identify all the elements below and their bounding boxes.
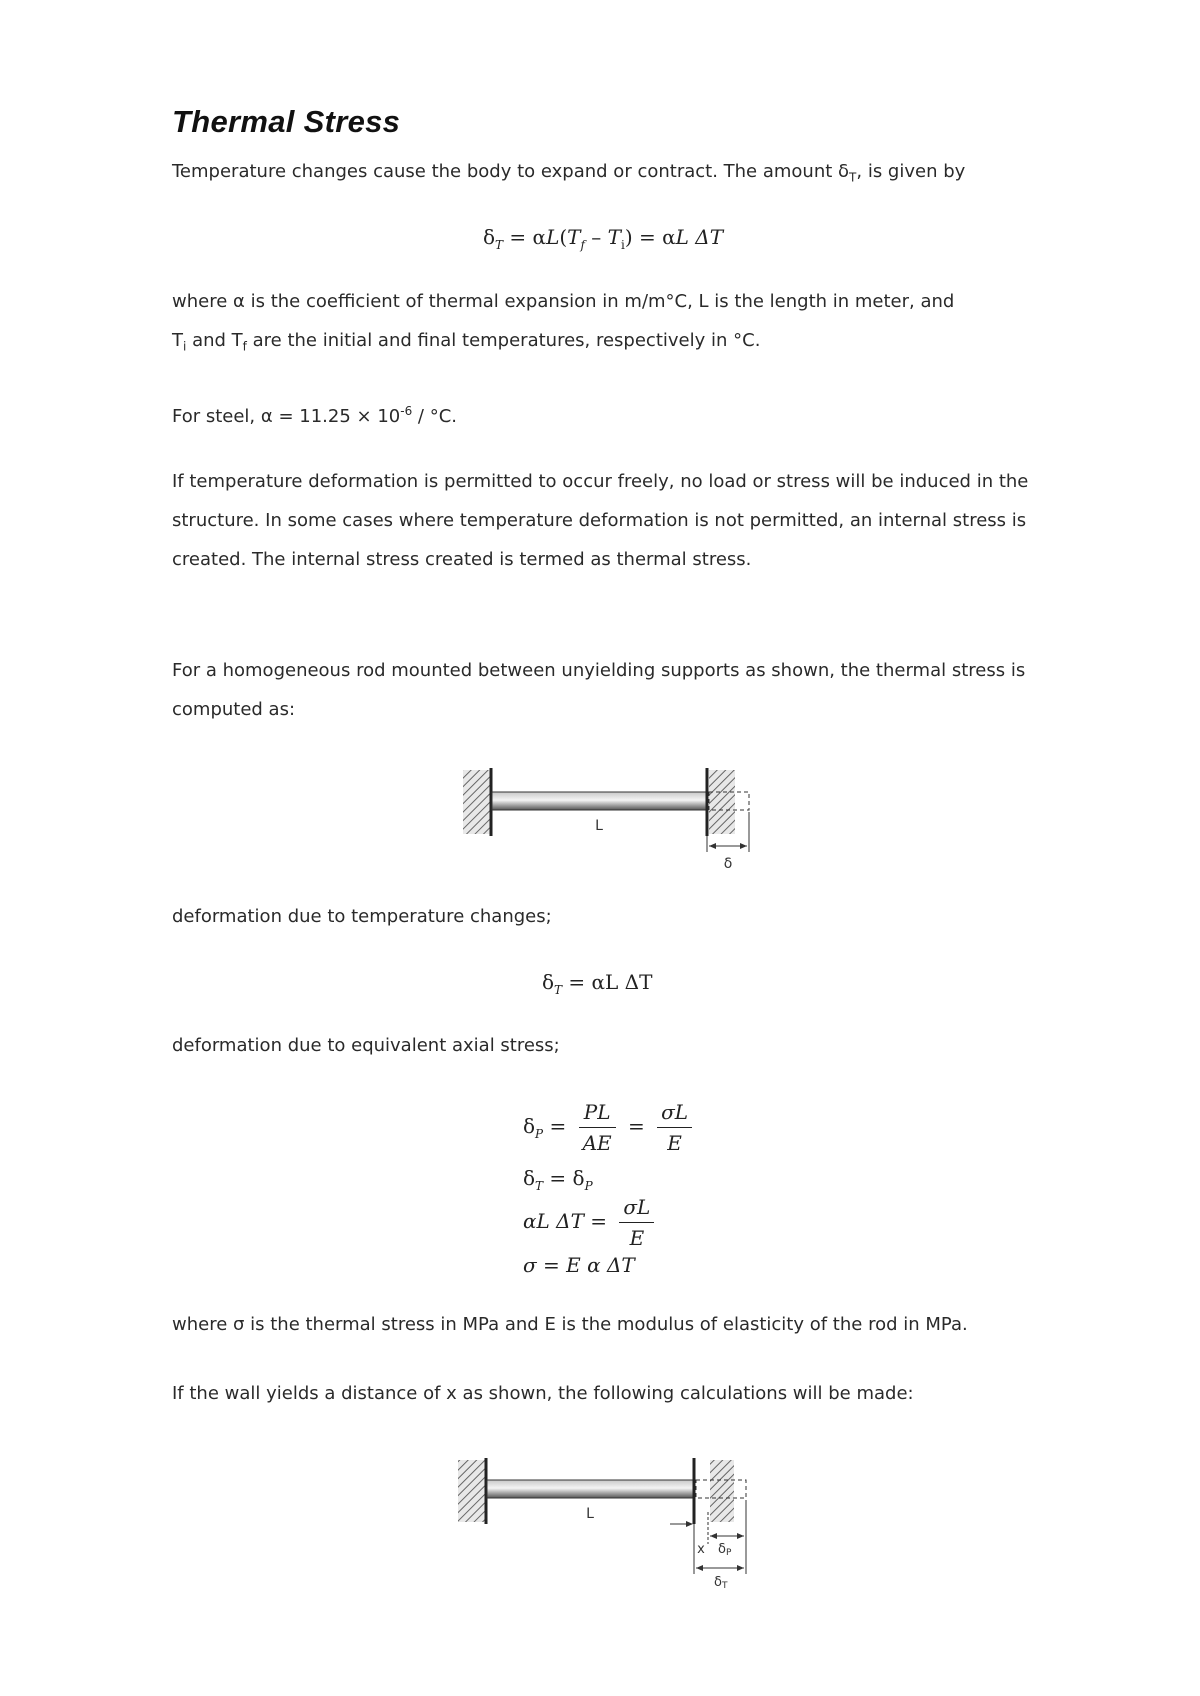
rod bbox=[487, 1480, 693, 1498]
deformation-temperature-text: deformation due to temperature changes; bbox=[172, 906, 552, 927]
steel-coefficient: For steel, $\alpha = 11.25 \times 10^{-6} / ^\circ C$. bbox=[172, 404, 458, 427]
equation-thermal-deformation: $\delta_T = \alpha L(T_f - T_i) = \alpha L$ ΔT bbox=[483, 225, 724, 252]
left-support-hatch bbox=[463, 770, 491, 834]
label-deltaP: δP bbox=[718, 1542, 732, 1558]
deltaP-arrow-right bbox=[737, 1533, 744, 1539]
label-delta: δ bbox=[723, 856, 733, 872]
left-support-hatch bbox=[458, 1460, 486, 1522]
page-title: Thermal Stress bbox=[172, 104, 401, 139]
original-wall-hatch bbox=[710, 1460, 734, 1522]
equation-deltaT: $\delta_T = \alpha L$ ΔT bbox=[542, 970, 653, 997]
fraction-PL-AE: $\frac{PL}{AE}$ bbox=[579, 1100, 616, 1155]
rod bbox=[492, 792, 706, 810]
label-L: L bbox=[595, 818, 603, 834]
paragraph-free-deformation: If temperature deformation is permitted to occur freely, no load or stress will be induced in the structure. In some cases where temperature deformation is not permitted, an internal stress is created. The internal stress created is termed as thermal stress. bbox=[172, 471, 1029, 570]
x-arrow-head bbox=[686, 1521, 693, 1527]
equation-sigma: σ = E α ΔT bbox=[523, 1253, 635, 1277]
fraction-sigmaL-E: $\frac{\sigma L}{E}$ bbox=[657, 1100, 692, 1155]
label-x: x bbox=[697, 1542, 705, 1557]
where-paragraph-2: where σ is the thermal stress in MPa and E is the modulus of elasticity of the rod in MPa. bbox=[172, 1314, 968, 1335]
deformation-axial-text: deformation due to equivalent axial stress; bbox=[172, 1035, 560, 1056]
delta-arrow-right bbox=[740, 843, 747, 849]
label-L: L bbox=[586, 1506, 594, 1522]
where-paragraph-1: where α is the coefficient of thermal expansion in m/m°C, L is the length in meter, and $T_i$ and $T_f$ are the initial and final temperatures, respectively in °C. bbox=[172, 291, 955, 354]
paragraph-rod: For a homogeneous rod mounted between unyielding supports as shown, the thermal stress is computed as: bbox=[172, 660, 1026, 720]
deltaT-arrow-left bbox=[696, 1565, 703, 1571]
fraction-sigmaL-E-2: $\frac{\sigma L}{E}$ bbox=[619, 1195, 654, 1250]
deltaT-arrow-right bbox=[737, 1565, 744, 1571]
label-deltaT: δT bbox=[714, 1575, 728, 1591]
figure-rod-unyielding-supports bbox=[455, 760, 755, 875]
equation-alphaL-deltaT: αL ΔT = $\frac{\sigma L}{E}$ bbox=[523, 1195, 660, 1250]
equation-deltaP: $\delta_P$ = $\frac{PL}{AE}$ = $\frac{\sigma L}{E}$ bbox=[523, 1100, 698, 1155]
wall-yields-paragraph: If the wall yields a distance of x as shown, the following calculations will be made: bbox=[172, 1383, 914, 1404]
deltaP-arrow-left bbox=[710, 1533, 717, 1539]
figure-rod-yielding-wall bbox=[450, 1452, 770, 1592]
equation-deltaT-equals-deltaP: $\delta_T = \delta_P$ bbox=[523, 1166, 593, 1193]
delta-arrow-left bbox=[709, 843, 716, 849]
right-support-hatch bbox=[709, 770, 735, 834]
intro-paragraph: Temperature changes cause the body to expand or contract. The amount $\delta_T$, is given by bbox=[172, 161, 966, 185]
